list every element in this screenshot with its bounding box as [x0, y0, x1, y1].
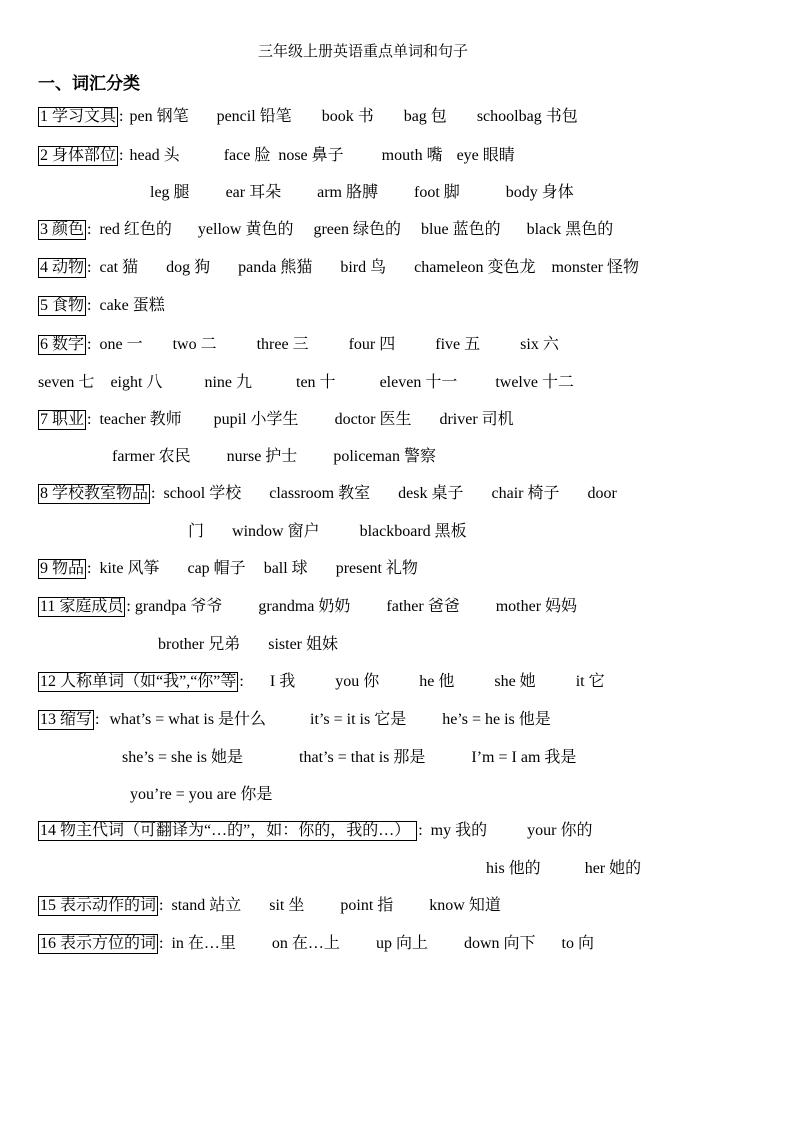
- category-animals: [38, 258, 639, 278]
- category-label: 12 人称单词（如“我”,“你”等: [40, 673, 237, 690]
- vocab-item: cat 猫: [99, 259, 139, 276]
- vocab-item: eye 眼睛: [456, 147, 515, 164]
- category-action-words: [38, 896, 501, 916]
- vocab-item: three 三: [256, 336, 309, 353]
- vocab-item: grandpa 爷爷: [134, 598, 223, 615]
- vocab-item: farmer 农民: [112, 448, 191, 465]
- category-possessive-pronouns: [38, 821, 592, 841]
- category-stationery: [38, 107, 578, 127]
- vocab-item: father 爸爸: [386, 598, 460, 615]
- vocab-item: ear 耳朵: [225, 184, 282, 201]
- vocab-item: chair 椅子: [491, 485, 560, 502]
- vocab-item: chameleon 变色龙: [414, 259, 536, 276]
- vocab-item: down 向下: [463, 935, 536, 952]
- vocab-item: sit 坐: [269, 897, 305, 914]
- category-numbers: [38, 335, 559, 355]
- vocab-item: your 你的: [527, 822, 593, 839]
- vocab-item: cap 帽子: [187, 560, 246, 577]
- vocab-item: blackboard 黑板: [359, 523, 467, 540]
- category-label: 4 动物: [40, 259, 85, 276]
- category-label: 8 学校教室物品: [40, 485, 149, 502]
- vocab-item: nurse 护士: [226, 448, 298, 465]
- category-label: 13 缩写: [40, 711, 93, 728]
- category-numbers-cont: [38, 373, 574, 393]
- vocab-item: yellow 黄色的: [197, 221, 294, 238]
- vocab-item: mother 妈妈: [495, 598, 578, 615]
- vocab-item: book 书: [321, 108, 374, 125]
- section-heading: 一、词汇分类: [38, 74, 140, 93]
- vocab-item: it 它: [575, 673, 605, 690]
- separator: :: [87, 259, 92, 276]
- vocab-item: face 脸: [223, 147, 271, 164]
- vocab-item: door: [587, 485, 617, 502]
- category-label: 11 家庭成员: [40, 598, 124, 615]
- vocab-item: policeman 警察: [333, 448, 436, 465]
- category-label: 7 职业: [40, 411, 85, 428]
- vocab-item: you’re = you are 你是: [130, 786, 273, 803]
- vocab-item: that’s = that is 那是: [299, 749, 426, 766]
- separator: :: [87, 560, 92, 577]
- vocab-item: mouth 嘴: [381, 147, 443, 164]
- vocab-item: in 在…里: [171, 935, 236, 952]
- vocab-item: schoolbag 书包: [476, 108, 578, 125]
- vocab-item: monster 怪物: [551, 259, 640, 276]
- category-contractions: [38, 710, 551, 730]
- category-personal-pronouns: [38, 672, 605, 692]
- vocab-item: you 你: [335, 673, 380, 690]
- vocab-item: dog 狗: [166, 259, 211, 276]
- vocab-item: I 我: [269, 673, 296, 690]
- category-label: 16 表示方位的词: [40, 935, 157, 952]
- category-contractions-cont2: [130, 785, 272, 805]
- vocab-item: twelve 十二: [495, 374, 574, 391]
- vocab-item: five 五: [435, 336, 481, 353]
- vocab-item: bag 包: [403, 108, 447, 125]
- separator: :: [159, 897, 164, 914]
- category-jobs-cont: [112, 447, 436, 467]
- vocab-item: classroom 教室: [269, 485, 371, 502]
- vocab-item: point 指: [340, 897, 394, 914]
- vocab-item: seven 七: [38, 374, 95, 391]
- separator: :: [151, 485, 156, 502]
- vocab-item: one 一: [99, 336, 143, 353]
- category-things: [38, 559, 418, 579]
- category-body-parts-cont: [150, 183, 574, 203]
- separator: :: [95, 711, 100, 728]
- vocab-item: it’s = it is 它是: [310, 711, 407, 728]
- category-food: [38, 296, 165, 316]
- vocab-item: nose 鼻子: [278, 147, 344, 164]
- vocab-item: her 她的: [584, 860, 642, 877]
- vocab-item: foot 脚: [414, 184, 460, 201]
- vocab-item: red 红色的: [99, 221, 172, 238]
- category-label: 6 数字: [40, 336, 85, 353]
- separator: :: [87, 336, 92, 353]
- vocab-item: blue 蓝色的: [421, 221, 501, 238]
- category-jobs: [38, 410, 514, 430]
- vocab-item: kite 风筝: [99, 560, 160, 577]
- vocab-item: ball 球: [263, 560, 308, 577]
- separator: :: [119, 147, 124, 164]
- category-colors: [38, 220, 613, 240]
- vocab-item: know 知道: [429, 897, 501, 914]
- separator: :: [119, 108, 124, 125]
- vocab-item: sister 姐妹: [268, 636, 338, 653]
- vocab-item: eight 八: [110, 374, 163, 391]
- category-possessive-pronouns-cont: [486, 859, 641, 879]
- vocab-item: ten 十: [296, 374, 336, 391]
- category-label: 14 物主代词（可翻译为“…的”，如：你的，我的…）: [38, 821, 417, 841]
- page-title: 三年级上册英语重点单词和句子: [258, 44, 469, 60]
- vocab-item: she’s = she is 她是: [122, 749, 244, 766]
- vocab-item: eleven 十一: [379, 374, 458, 391]
- category-classroom: [38, 484, 617, 504]
- vocab-item: what’s = what is 是什么: [109, 711, 267, 728]
- vocab-item: teacher 教师: [99, 411, 182, 428]
- vocab-item: up 向上: [375, 935, 428, 952]
- category-family: [38, 597, 577, 617]
- vocab-item: driver 司机: [439, 411, 514, 428]
- vocab-item: panda 熊猫: [238, 259, 313, 276]
- vocab-item: six 六: [520, 336, 559, 353]
- vocab-item: to 向: [561, 935, 594, 952]
- separator: :: [87, 297, 92, 314]
- vocab-item: he’s = he is 他是: [442, 711, 551, 728]
- category-label: 2 身体部位: [40, 147, 117, 164]
- category-label: 9 物品: [40, 560, 85, 577]
- category-label: 15 表示动作的词: [40, 897, 157, 914]
- vocab-item: body 身体: [505, 184, 574, 201]
- category-contractions-cont: [122, 748, 576, 768]
- vocab-item: brother 兄弟: [158, 636, 241, 653]
- vocab-item: 门: [188, 523, 205, 540]
- vocab-item: my 我的: [430, 822, 488, 839]
- category-label: 5 食物: [40, 297, 85, 314]
- vocab-item: window 窗户: [232, 523, 320, 540]
- category-label: 1 学习文具: [40, 108, 117, 125]
- vocab-item: head 头: [129, 147, 180, 164]
- vocab-item: bird 鸟: [340, 259, 387, 276]
- vocab-item: nine 九: [204, 374, 252, 391]
- separator: :: [87, 411, 92, 428]
- category-classroom-cont: [188, 522, 467, 542]
- vocab-item: present 礼物: [335, 560, 418, 577]
- category-body-parts: [38, 146, 515, 166]
- vocab-item: I’m = I am 我是: [471, 749, 577, 766]
- vocab-item: doctor 医生: [334, 411, 412, 428]
- vocab-item: desk 桌子: [398, 485, 464, 502]
- separator: :: [159, 935, 164, 952]
- vocab-item: his 他的: [486, 860, 541, 877]
- vocab-item: leg 腿: [150, 184, 190, 201]
- category-position-words: [38, 934, 594, 954]
- vocab-item: school 学校: [163, 485, 242, 502]
- separator: :: [418, 822, 423, 839]
- vocab-item: black 黑色的: [526, 221, 614, 238]
- vocab-item: pen 钢笔: [129, 108, 189, 125]
- vocab-item: pupil 小学生: [213, 411, 299, 428]
- category-family-cont: [158, 635, 338, 655]
- vocab-item: green 绿色的: [313, 221, 402, 238]
- category-label: 3 颜色: [40, 221, 85, 238]
- vocab-item: cake 蛋糕: [99, 297, 165, 314]
- vocab-item: she 她: [494, 673, 536, 690]
- vocab-item: pencil 铅笔: [216, 108, 292, 125]
- vocab-item: arm 胳膊: [317, 184, 378, 201]
- separator: :: [87, 221, 92, 238]
- vocab-item: stand 站立: [171, 897, 242, 914]
- vocab-item: four 四: [348, 336, 396, 353]
- vocab-item: grandma 奶奶: [258, 598, 351, 615]
- separator: :: [126, 598, 131, 615]
- separator: :: [239, 673, 244, 690]
- vocab-item: on 在…上: [271, 935, 340, 952]
- vocab-item: he 他: [419, 673, 455, 690]
- vocab-item: two 二: [172, 336, 217, 353]
